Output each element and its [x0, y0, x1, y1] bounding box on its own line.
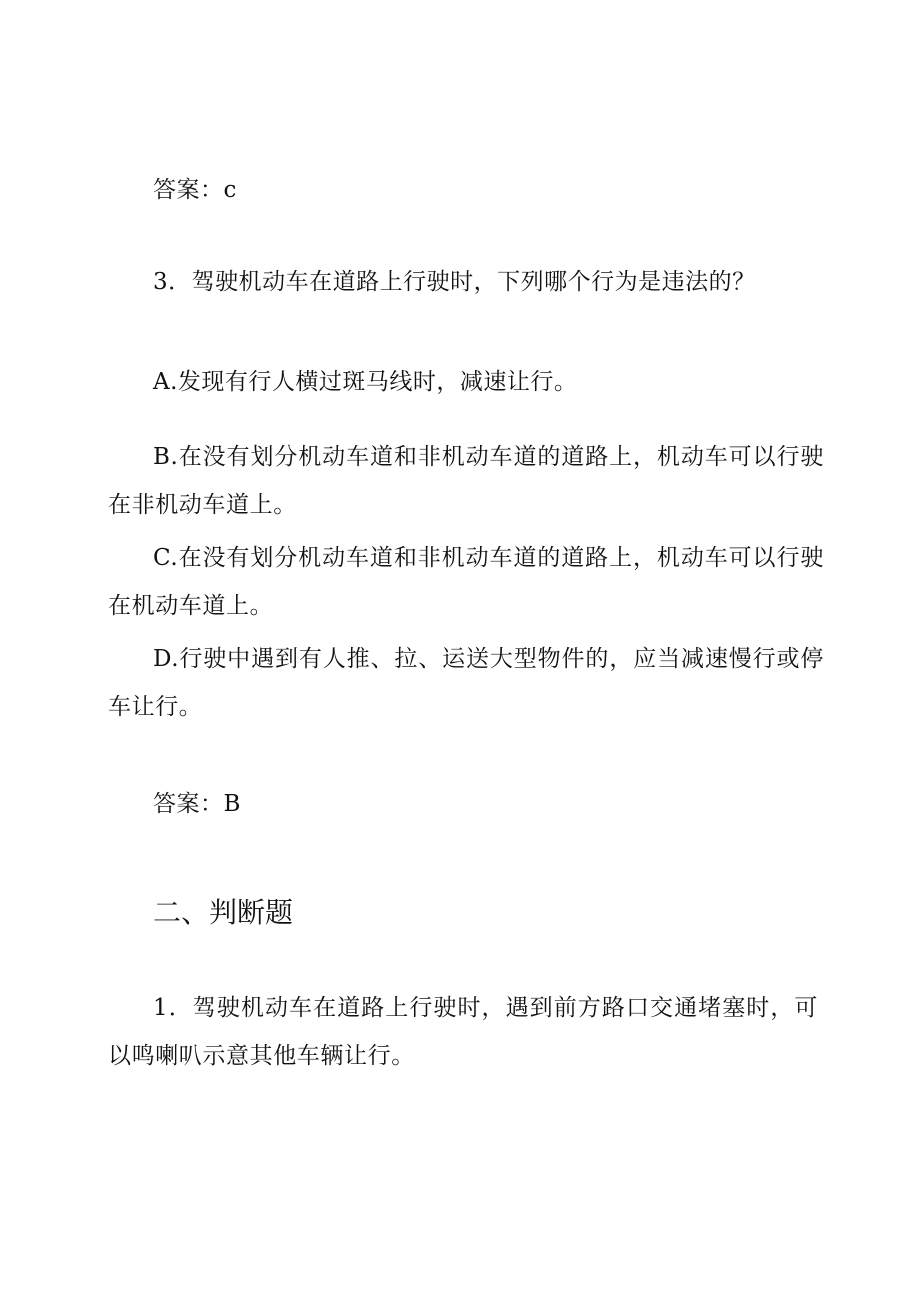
answer-c: 答案：c — [153, 177, 237, 203]
question-3: 3．驾驶机动车在道路上行驶时，下列哪个行为是违法的？ — [153, 269, 756, 295]
answer-b: 答案：B — [153, 791, 241, 817]
option-d: D.行驶中遇到有人推、拉、运送大型物件的，应当减速慢行或停车让行。 — [108, 646, 824, 720]
section-title: 二、判断题 — [153, 896, 294, 929]
option-a: A.发现有行人横过斑马线时，减速让行。 — [153, 369, 578, 395]
option-c: C.在没有划分机动车道和非机动车道的道路上，机动车可以行驶在机动车道上。 — [108, 545, 824, 619]
true-false-question-1: 1．驾驶机动车在道路上行驶时，遇到前方路口交通堵塞时，可以鸣喇叭示意其他车辆让行。 — [108, 995, 818, 1069]
option-b: B.在没有划分机动车道和非机动车道的道路上，机动车可以行驶在非机动车道上。 — [108, 444, 824, 518]
